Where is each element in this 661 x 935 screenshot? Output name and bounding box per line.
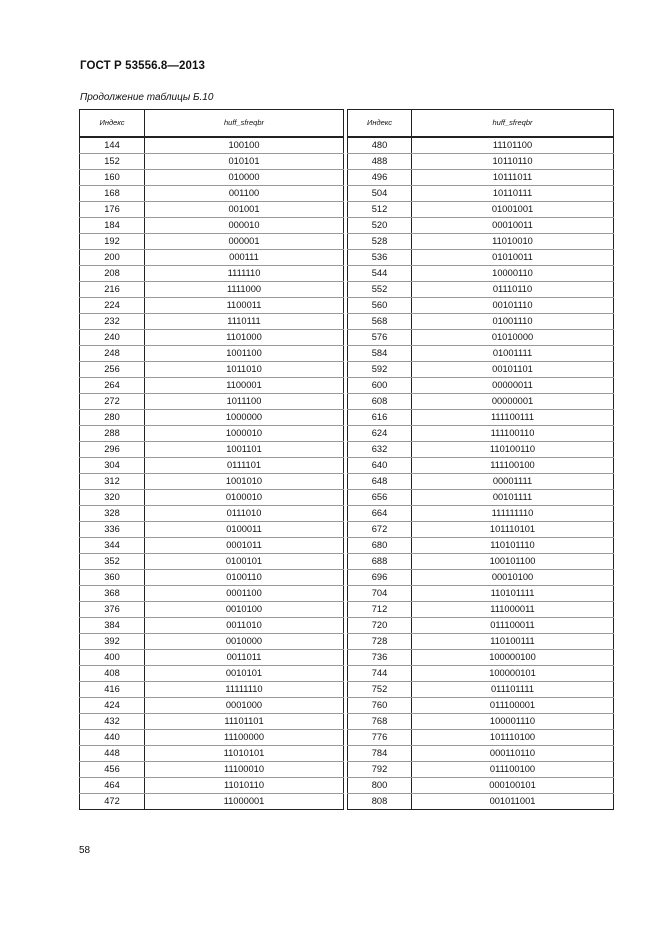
code-cell: 0100110 (145, 570, 344, 586)
code-cell: 111100100 (412, 458, 614, 474)
table-right-body (348, 137, 614, 810)
code-cell: 01010011 (412, 250, 614, 266)
code-cell: 111100110 (412, 426, 614, 442)
code-cell: 000100101 (412, 778, 614, 794)
code-cell: 111100111 (412, 410, 614, 426)
table-row (80, 346, 344, 362)
table-row (80, 666, 344, 682)
index-cell: 720 (348, 618, 412, 634)
code-cell: 011101111 (412, 682, 614, 698)
table-row (348, 137, 614, 154)
code-cell: 001001 (145, 202, 344, 218)
code-cell: 000110110 (412, 746, 614, 762)
index-cell: 208 (80, 266, 145, 282)
table-row (80, 378, 344, 394)
table-row (348, 250, 614, 266)
table-row (80, 314, 344, 330)
table-right (347, 109, 614, 810)
table-row (348, 746, 614, 762)
code-cell: 1101000 (145, 330, 344, 346)
index-cell: 512 (348, 202, 412, 218)
code-cell: 100000101 (412, 666, 614, 682)
index-cell: 312 (80, 474, 145, 490)
index-cell: 504 (348, 186, 412, 202)
table-row (348, 554, 614, 570)
index-cell: 408 (80, 666, 145, 682)
code-cell: 11010110 (145, 778, 344, 794)
index-cell: 440 (80, 730, 145, 746)
code-cell: 101110100 (412, 730, 614, 746)
index-cell: 560 (348, 298, 412, 314)
index-cell: 472 (80, 794, 145, 810)
code-cell: 1000000 (145, 410, 344, 426)
table-row (348, 330, 614, 346)
table-row (348, 586, 614, 602)
index-cell: 248 (80, 346, 145, 362)
code-cell: 01010000 (412, 330, 614, 346)
table-row (348, 234, 614, 250)
index-cell: 384 (80, 618, 145, 634)
code-cell: 00101110 (412, 298, 614, 314)
code-cell: 0111101 (145, 458, 344, 474)
index-cell: 616 (348, 410, 412, 426)
table-row (80, 698, 344, 714)
code-cell: 00001111 (412, 474, 614, 490)
index-cell: 336 (80, 522, 145, 538)
code-cell: 100000100 (412, 650, 614, 666)
table-header-row (348, 110, 614, 138)
index-cell: 184 (80, 218, 145, 234)
page-number: 58 (79, 845, 91, 856)
table-row (348, 218, 614, 234)
code-cell: 1011010 (145, 362, 344, 378)
code-cell: 11100000 (145, 730, 344, 746)
code-cell: 00010100 (412, 570, 614, 586)
index-cell: 160 (80, 170, 145, 186)
index-cell: 672 (348, 522, 412, 538)
index-cell: 320 (80, 490, 145, 506)
table-row (348, 730, 614, 746)
index-cell: 168 (80, 186, 145, 202)
table-row (348, 378, 614, 394)
table-row (348, 698, 614, 714)
table-row (80, 650, 344, 666)
index-cell: 608 (348, 394, 412, 410)
table-row (348, 458, 614, 474)
index-cell: 456 (80, 762, 145, 778)
index-cell: 304 (80, 458, 145, 474)
code-cell: 11101100 (412, 137, 614, 154)
code-cell: 1000010 (145, 426, 344, 442)
table-row (80, 234, 344, 250)
index-cell: 632 (348, 442, 412, 458)
index-cell: 376 (80, 602, 145, 618)
code-cell: 1110111 (145, 314, 344, 330)
table-row (80, 202, 344, 218)
code-cell: 0010101 (145, 666, 344, 682)
table-row (80, 442, 344, 458)
index-cell: 200 (80, 250, 145, 266)
index-cell: 656 (348, 490, 412, 506)
table-row (80, 137, 344, 154)
table-row (80, 778, 344, 794)
index-cell: 800 (348, 778, 412, 794)
table-row (80, 730, 344, 746)
index-cell: 216 (80, 282, 145, 298)
code-cell: 11101101 (145, 714, 344, 730)
code-cell: 010101 (145, 154, 344, 170)
code-cell: 110100111 (412, 634, 614, 650)
table-row (80, 458, 344, 474)
table-row (80, 282, 344, 298)
index-cell: 144 (80, 137, 145, 154)
code-cell: 1001101 (145, 442, 344, 458)
index-cell: 152 (80, 154, 145, 170)
code-cell: 011100001 (412, 698, 614, 714)
index-cell: 400 (80, 650, 145, 666)
column-header-code: huff_sfreqbr (145, 110, 344, 138)
index-cell: 232 (80, 314, 145, 330)
table-header-row (80, 110, 344, 138)
code-cell: 0100101 (145, 554, 344, 570)
code-cell: 11010101 (145, 746, 344, 762)
table-row (80, 426, 344, 442)
table-row (80, 554, 344, 570)
index-cell: 584 (348, 346, 412, 362)
index-cell: 352 (80, 554, 145, 570)
table-row (80, 618, 344, 634)
code-cell: 10110111 (412, 186, 614, 202)
table-row (80, 154, 344, 170)
code-cell: 0010000 (145, 634, 344, 650)
table-row (80, 602, 344, 618)
index-cell: 496 (348, 170, 412, 186)
code-cell: 011100011 (412, 618, 614, 634)
index-cell: 776 (348, 730, 412, 746)
code-cell: 00000011 (412, 378, 614, 394)
code-cell: 10000110 (412, 266, 614, 282)
index-cell: 712 (348, 602, 412, 618)
table-row (80, 266, 344, 282)
table-row (80, 586, 344, 602)
code-cell: 1111110 (145, 266, 344, 282)
table-row (80, 570, 344, 586)
code-cell: 0011011 (145, 650, 344, 666)
code-cell: 100100 (145, 137, 344, 154)
table-left (79, 109, 344, 810)
table-row (348, 266, 614, 282)
table-row (348, 714, 614, 730)
code-cell: 01001001 (412, 202, 614, 218)
table-caption: Продолжение таблицы Б.10 (80, 92, 214, 103)
table-row (80, 522, 344, 538)
index-cell: 640 (348, 458, 412, 474)
index-cell: 464 (80, 778, 145, 794)
table-row (80, 746, 344, 762)
table-row (348, 634, 614, 650)
table-row (348, 394, 614, 410)
index-cell: 488 (348, 154, 412, 170)
index-cell: 448 (80, 746, 145, 762)
index-cell: 344 (80, 538, 145, 554)
code-cell: 10111011 (412, 170, 614, 186)
table-row (80, 474, 344, 490)
index-cell: 784 (348, 746, 412, 762)
code-cell: 11100010 (145, 762, 344, 778)
table-row (348, 762, 614, 778)
code-cell: 0001011 (145, 538, 344, 554)
code-cell: 010000 (145, 170, 344, 186)
index-cell: 520 (348, 218, 412, 234)
table-row (348, 682, 614, 698)
index-cell: 192 (80, 234, 145, 250)
code-cell: 0001100 (145, 586, 344, 602)
index-cell: 696 (348, 570, 412, 586)
index-cell: 528 (348, 234, 412, 250)
table-row (80, 186, 344, 202)
code-cell: 01001110 (412, 314, 614, 330)
index-cell: 552 (348, 282, 412, 298)
table-row (348, 538, 614, 554)
index-cell: 416 (80, 682, 145, 698)
index-cell: 768 (348, 714, 412, 730)
code-cell: 0010100 (145, 602, 344, 618)
code-cell: 1011100 (145, 394, 344, 410)
index-cell: 688 (348, 554, 412, 570)
table-row (80, 330, 344, 346)
table-row (348, 666, 614, 682)
code-cell: 1111000 (145, 282, 344, 298)
code-cell: 000010 (145, 218, 344, 234)
index-cell: 288 (80, 426, 145, 442)
code-cell: 00101111 (412, 490, 614, 506)
index-cell: 728 (348, 634, 412, 650)
index-cell: 576 (348, 330, 412, 346)
table-row (348, 186, 614, 202)
table-row (348, 410, 614, 426)
table-row (80, 250, 344, 266)
table-row (348, 794, 614, 810)
table-row (348, 570, 614, 586)
index-cell: 752 (348, 682, 412, 698)
table-row (80, 714, 344, 730)
table-row (80, 218, 344, 234)
index-cell: 648 (348, 474, 412, 490)
index-cell: 760 (348, 698, 412, 714)
table-row (348, 170, 614, 186)
code-cell: 00000001 (412, 394, 614, 410)
index-cell: 176 (80, 202, 145, 218)
code-cell: 000001 (145, 234, 344, 250)
table-row (80, 634, 344, 650)
table-row (80, 394, 344, 410)
code-cell: 110101111 (412, 586, 614, 602)
code-cell: 1100011 (145, 298, 344, 314)
index-cell: 536 (348, 250, 412, 266)
index-cell: 240 (80, 330, 145, 346)
table-row (80, 682, 344, 698)
column-header-index: Индекс (80, 110, 145, 138)
index-cell: 296 (80, 442, 145, 458)
table-row (348, 202, 614, 218)
table-row (348, 602, 614, 618)
code-cell: 000111 (145, 250, 344, 266)
column-header-index: Индекс (348, 110, 412, 138)
table-row (348, 346, 614, 362)
table-row (80, 538, 344, 554)
code-cell: 00010011 (412, 218, 614, 234)
index-cell: 328 (80, 506, 145, 522)
table-row (348, 154, 614, 170)
index-cell: 256 (80, 362, 145, 378)
table-row (348, 650, 614, 666)
table-row (348, 426, 614, 442)
code-cell: 1001010 (145, 474, 344, 490)
code-cell: 0001000 (145, 698, 344, 714)
table-row (348, 506, 614, 522)
index-cell: 568 (348, 314, 412, 330)
index-cell: 544 (348, 266, 412, 282)
table-left-body (80, 137, 344, 810)
index-cell: 392 (80, 634, 145, 650)
index-cell: 664 (348, 506, 412, 522)
code-cell: 101110101 (412, 522, 614, 538)
code-cell: 0100010 (145, 490, 344, 506)
document-header: ГОСТ Р 53556.8—2013 (80, 60, 205, 72)
code-cell: 0011010 (145, 618, 344, 634)
index-cell: 424 (80, 698, 145, 714)
column-header-code: huff_sfreqbr (412, 110, 614, 138)
table-row (348, 490, 614, 506)
table-row (80, 410, 344, 426)
index-cell: 680 (348, 538, 412, 554)
table-row (80, 794, 344, 810)
code-cell: 110100110 (412, 442, 614, 458)
index-cell: 280 (80, 410, 145, 426)
table-row (348, 314, 614, 330)
table-row (80, 170, 344, 186)
code-cell: 00101101 (412, 362, 614, 378)
table-row (348, 362, 614, 378)
code-cell: 1001100 (145, 346, 344, 362)
code-cell: 0100011 (145, 522, 344, 538)
table-row (348, 474, 614, 490)
index-cell: 272 (80, 394, 145, 410)
code-cell: 11111110 (145, 682, 344, 698)
table-row (80, 506, 344, 522)
code-cell: 111111110 (412, 506, 614, 522)
code-cell: 0111010 (145, 506, 344, 522)
table-row (348, 298, 614, 314)
code-cell: 10110110 (412, 154, 614, 170)
index-cell: 704 (348, 586, 412, 602)
table-row (348, 442, 614, 458)
index-cell: 808 (348, 794, 412, 810)
code-cell: 111000011 (412, 602, 614, 618)
code-cell: 01110110 (412, 282, 614, 298)
code-cell: 100001110 (412, 714, 614, 730)
code-cell: 11000001 (145, 794, 344, 810)
code-cell: 001011001 (412, 794, 614, 810)
index-cell: 480 (348, 137, 412, 154)
table-row (348, 522, 614, 538)
table-row (80, 762, 344, 778)
index-cell: 792 (348, 762, 412, 778)
table-row (80, 298, 344, 314)
index-cell: 592 (348, 362, 412, 378)
code-cell: 011100100 (412, 762, 614, 778)
code-cell: 100101100 (412, 554, 614, 570)
index-cell: 360 (80, 570, 145, 586)
table-row (348, 618, 614, 634)
index-cell: 600 (348, 378, 412, 394)
table-row (80, 362, 344, 378)
index-cell: 624 (348, 426, 412, 442)
code-cell: 001100 (145, 186, 344, 202)
code-cell: 11010010 (412, 234, 614, 250)
index-cell: 224 (80, 298, 145, 314)
index-cell: 744 (348, 666, 412, 682)
index-cell: 432 (80, 714, 145, 730)
table-row (80, 490, 344, 506)
index-cell: 264 (80, 378, 145, 394)
table-row (348, 282, 614, 298)
code-cell: 1100001 (145, 378, 344, 394)
code-cell: 01001111 (412, 346, 614, 362)
index-cell: 368 (80, 586, 145, 602)
index-cell: 736 (348, 650, 412, 666)
code-cell: 110101110 (412, 538, 614, 554)
table-row (348, 778, 614, 794)
